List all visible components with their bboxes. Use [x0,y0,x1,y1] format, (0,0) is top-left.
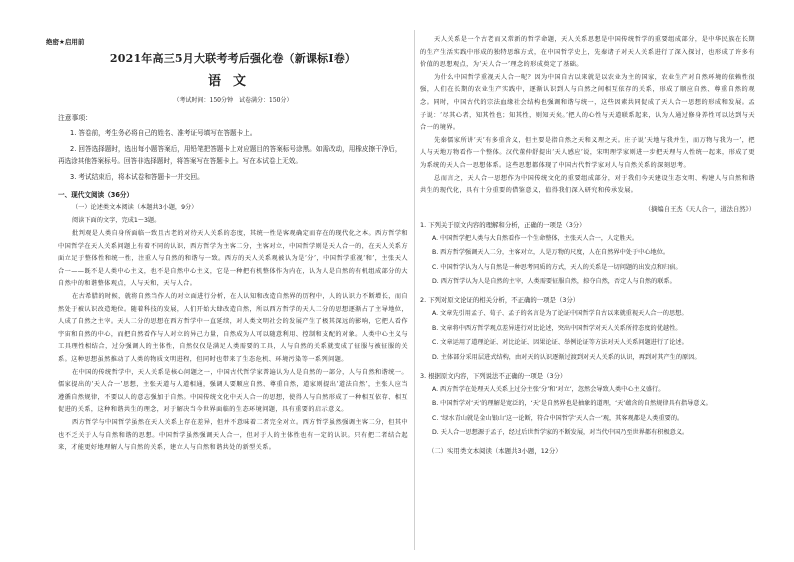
question-option: C. 文章运用了道理论证、对比论证、因果论证、举例论证等方法对天人关系问题进行了论述。 [432,339,688,347]
question-option: C. ‘绿水青山就是金山银山’这一论断，符合中国哲学‘天人合一’观，其客观都是人类重要的。 [432,414,684,422]
question-option: D. 天人合一思想源于孟子，经过后世哲学家的不断发展，对当代中国乃至世界都有积极意义。 [432,429,689,437]
exam-info: （考试时间：150分钟 试卷满分：150分） [173,97,293,104]
passage-paragraph: 西方哲学与中国哲学虽然在天人关系上存在差异，但并不意味着二者完全对立。西方哲学虽然强调主客二分，但其中也不乏关于人与自然和谐的思想。中国哲学虽然强调天人合一，但对于人的主体性也有一定的认识。只有把二者结合起来，才能更好地理解人与自然的关系，建立人与自然和谐共处的新型关系。 [58,418,408,452]
question-option: C. 中国哲学认为人与自然是一种思考同质的方式，天人的关系是一切问题的出发点和归宿。 [432,263,682,271]
question-option: B. 西方哲学强调天人二分，主客对立，人是万物的尺度，人在自然界中处于中心地位。 [432,249,670,257]
question-option: B. 中国哲学对‘天’的理解是宽泛的，‘天’是自然界也是抽象的道理，‘天’蕴含的自然规律具有指导意义。 [432,400,712,408]
question-option: B. 文章将中西方哲学观点差异进行对比论述，突出中国哲学对天人关系所持态度的优越性。 [432,324,682,332]
note-item: 1. 答卷前，考生务必将自己的姓名、准考证号填写在答题卡上。 [70,129,257,137]
question-stem: 3. 根据原文内容，下列说法不正确的一项是（3分） [420,371,567,380]
left-column [58,34,408,455]
note-item: 3. 考试结束后，将本试卷和答题卡一并交回。 [70,173,204,181]
question-option: D. 主体部分采用层进式结构，由对天的认识逐渐过渡到对天人关系的认识，再到对其产生的原因。 [432,353,701,361]
passage-paragraph: 为什么中国哲学重视天人合一呢？因为中国自古以来就是以农业为主的国家，农业生产对自然环境的依赖性很强，人们在长期的农业生产实践中，逐渐认识到人与自然之间相互依存的关系，形成了顺应自然、尊重自然的观念。同时，中国古代的宗法血缘社会结构也强调和谐与统一，这些因素共同促成了天人合一思想的形成和发展。孟子说：‘尽其心者，知其性也；知其性，则知天矣。’把人的心性与天道联系起来，认为人通过修身养性可以达到与天合一的境界。 [420,73,755,132]
right-column [420,34,755,455]
section-title: 一、现代文阅读（36分） [58,191,134,199]
instruction: 阅读下面的文字，完成1～3题。 [72,217,161,224]
column-divider [414,30,415,550]
part-title: （一）论述类文本阅读（本题共3小题，9分） [72,204,198,211]
notes-title: 注意事项： [58,114,92,122]
question-stem: 1. 下列关于原文内容的理解和分析，正确的一项是（3分） [420,220,586,229]
secret-label: 绝密★启用前 [46,38,85,46]
question-option: D. 西方哲学认为人是自然的主宰，人类需要征服自然，掠夺自然，否定人与自然的联系。 [432,277,676,285]
passage-paragraph: 总而言之，天人合一思想作为中国传统文化的重要组成部分，对于我们今天建设生态文明、构建人与自然和谐共生的现代化，具有十分重要的借鉴意义，值得我们深入研究和传承发展。 [420,174,755,195]
part-title: （二）实用类文本阅读（本题共3小题，12分） [428,446,562,455]
subject-title: 语文 [207,74,258,89]
note-item: 2. 回答选择题时，选出每小题答案后，用铅笔把答题卡上对应题目的答案标号涂黑。如需改动，用橡皮擦干净后，再选涂其他答案标号。回答非选择题时，将答案写在答题卡上。写在本试卷上无效。 [58,145,402,165]
question-option: A. 中国哲学把人类与大自然看作一个生命整体，主张天人合一，人定胜天。 [432,234,639,242]
passage-paragraph: 先秦儒家所讲‘天’有多重含义，但主要是指自然之天和义理之天。庄子说‘天地与我并生，而万物与我为一’，把人与天地万物看作一个整体。汉代董仲舒提出‘天人感应’说，宋明理学家则进一步把天理与人性统一起来，形成了更为系统的天人合一思想体系。这些思想都体现了中国古代哲学家对人与自然关系的深刻思考。 [420,136,755,169]
question-option: A. 西方哲学在处理天人关系上过分主张‘分’和‘对立’，忽然会导致人类中心主义盛行。 [432,385,665,393]
passage-paragraph: 在中国的传统哲学中，天人关系是核心问题之一，中国古代哲学家普遍认为人是自然的一部分，人与自然和谐统一。儒家提出的‘天人合一’思想，主张天道与人道相通，强调人要顺应自然、尊重自然，道家则提出‘道法自然’，主张人应当遵循自然规律，不要以人的意志强加于自然。中国传统文化中天人合一的思想，使得人与自然形成了一种相互依存、相互促进的关系，这种和谐共生的理念，对于解决当今世界面临的生态环境问题，具有重要的启示意义。 [58,368,408,414]
passage-paragraph: 在古希腊的时候，就将自然当作人的对立面进行分析，在人认知和改造自然界的历程中，人的认识力不断增长，而自然处于被认识改造地位。随着科技的发展，人们开始大肆改造自然，所以西方哲学的天人二分的思想逐渐占了主导地位，人成了自然之主宰。天人二分的思想在西方哲学中一直延续，对人类文明社会的发展产生了极其深远的影响，它把人看作宇宙和自然的中心，而把自然看作与人对立的异己力量，自然成为人可以随意利用、控制和支配的对象。人类中心主义与工具理性相结合，过分强调人的主体性，自然仅仅是满足人类需要的工具，人与自然的关系就变成了征服与被征服的关系。这种思想虽然推动了人类的物质文明进程，但同时也带来了生态危机、环境污染等一系列问题。 [58,292,408,363]
citation: （摘编自王杰《天人合一，道法自然》） [644,205,755,213]
passage-paragraph: 批判观是人类自身所面临一致且古老的对待天人关系的态度，其统一性是客观确定而存在的现代化之本。西方哲学和中国哲学在天人关系问题上有着不同的认识，西方哲学为主客二分，主客对立，中国哲学则是天人合一的，在天人关系方面立足于整体性和统一性，注重人与自然的和谐与一致。西方的天人关系观被认为是‘分’，中国哲学重视‘和’，主张天人合一——既不是人类中心主义，也不是自然中心主义，它是一种把有机整体作为内在，认为人是自然的有机组成部分的大自然中的和谐整体观点，人与天和，天与人合。 [58,230,408,288]
question-option: A. 文章先引用孟子、荀子、孟子的名言是为了论证中国哲学自古以来就重视天人合一的思想。 [432,310,688,318]
passage-paragraph: 天人关系是一个古老而又常新的哲学命题，天人关系思想是中国传统哲学的重要组成部分，是中华民族在长期的生产生活实践中形成的独特思维方式，在中国哲学史上，先秦诸子对天人关系进行了深入探讨，也形成了许多有价值的思想观点，为‘天人合一’理念的形成奠定了基础。 [420,36,755,69]
exam-title: 2021年高三5月大联考考后强化卷（新课标Ⅰ卷） [109,52,357,65]
question-stem: 2. 下列对原文论证的相关分析，不正确的一项是（3分） [420,296,580,305]
